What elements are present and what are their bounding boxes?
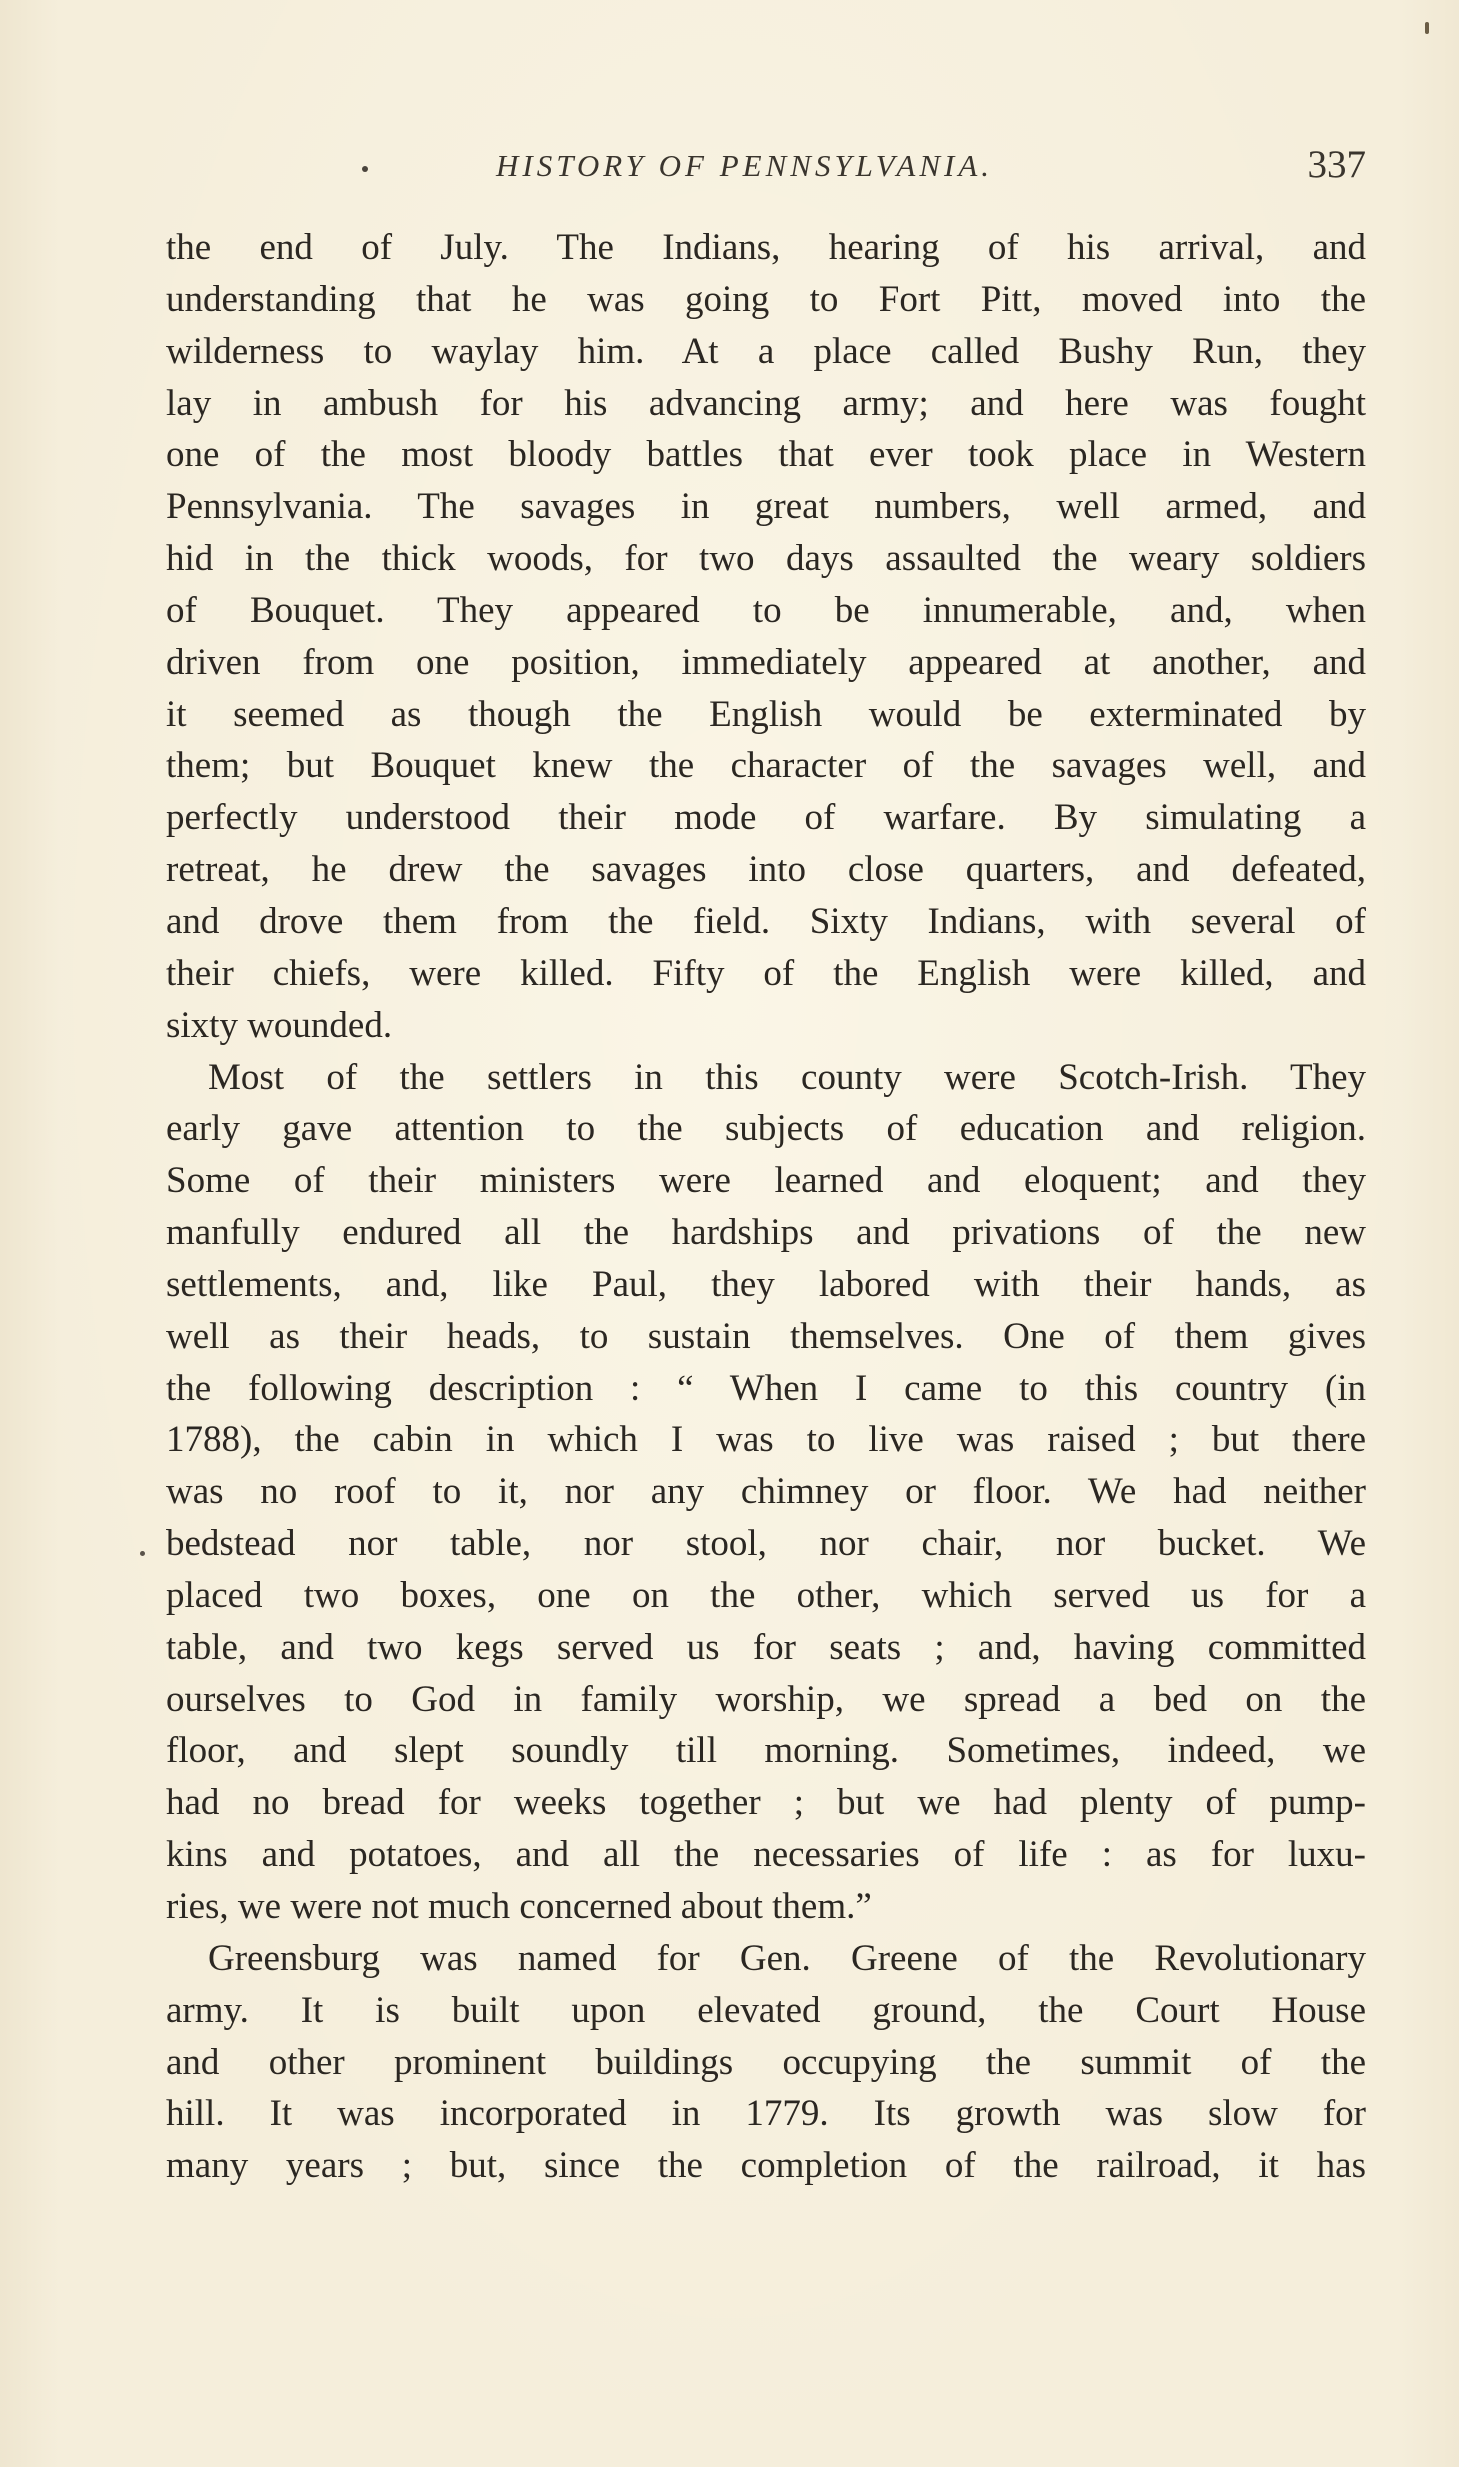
- text-line: settlements, and, like Paul, they labored with their hands, as: [166, 1263, 1366, 1305]
- text-line: the end of July. The Indians, hearing of his arrival, and: [166, 227, 1366, 268]
- text-line: placed two boxes, one on the other, which served us for a: [166, 1574, 1366, 1616]
- page-edge-mark: [1425, 22, 1429, 34]
- text-line: their chiefs, were killed. Fifty of the English were killed, and: [166, 952, 1366, 994]
- text-line: table, and two kegs served us for seats ; and, having committed: [166, 1626, 1366, 1668]
- text-line: well as their heads, to sustain themselves. One of them gives: [166, 1315, 1366, 1357]
- text-line: driven from one position, immediately appeared at another, and: [166, 641, 1366, 683]
- text-line: ries, we were not much concerned about them.”: [166, 1886, 872, 1927]
- margin-dot: [140, 1551, 145, 1556]
- text-line: many years ; but, since the completion of the railroad, it has: [166, 2145, 1366, 2187]
- running-head: HISTORY OF PENNSYLVANIA.: [496, 148, 994, 183]
- text-line: of Bouquet. They appeared to be innumerable, and, when: [166, 589, 1366, 631]
- text-line: floor, and slept soundly till morning. Sometimes, indeed, we: [166, 1730, 1366, 1772]
- text-line: the following description : “ When I came to this country (in: [166, 1367, 1366, 1409]
- page-header: [166, 143, 1366, 198]
- text-line: hid in the thick woods, for two days assaulted the weary soldiers: [166, 538, 1366, 580]
- text-line: perfectly understood their mode of warfare. By simulating a: [166, 797, 1366, 839]
- text-line: one of the most bloody battles that ever took place in Western: [166, 434, 1366, 476]
- text-line: 1788), the cabin in which I was to live was raised ; but there: [166, 1419, 1366, 1461]
- text-line: lay in ambush for his advancing army; and here was fought: [166, 382, 1366, 424]
- page-number: 337: [1307, 143, 1366, 186]
- text-line: retreat, he drew the savages into close quarters, and defeated,: [166, 849, 1366, 891]
- text-line: and other prominent buildings occupying the summit of the: [166, 2041, 1366, 2083]
- text-line: early gave attention to the subjects of education and religion.: [166, 1108, 1366, 1150]
- text-line: Most of the settlers in this county were Scotch-Irish. They: [208, 1056, 1366, 1098]
- text-line: hill. It was incorporated in 1779. Its growth was slow for: [166, 2093, 1366, 2135]
- text-line: understanding that he was going to Fort Pitt, moved into the: [166, 278, 1366, 320]
- text-line: wilderness to waylay him. At a place called Bushy Run, they: [166, 330, 1366, 372]
- body-text: [166, 222, 1366, 2192]
- text-line: manfully endured all the hardships and privations of the new: [166, 1212, 1366, 1254]
- text-line: bedstead nor table, nor stool, nor chair, nor bucket. We: [166, 1523, 1366, 1565]
- text-line: them; but Bouquet knew the character of the savages well, and: [166, 745, 1366, 787]
- text-line: army. It is built upon elevated ground, the Court House: [166, 1989, 1366, 2031]
- text-line: Pennsylvania. The savages in great numbers, well armed, and: [166, 486, 1366, 528]
- header-dot: [362, 166, 368, 172]
- text-line: Greensburg was named for Gen. Greene of the Revolutionary: [208, 1937, 1366, 1979]
- text-line: ourselves to God in family worship, we spread a bed on the: [166, 1678, 1366, 1720]
- text-line: was no roof to it, nor any chimney or floor. We had neither: [166, 1471, 1366, 1513]
- text-line: and drove them from the field. Sixty Indians, with several of: [166, 900, 1366, 942]
- text-line: Some of their ministers were learned and eloquent; and they: [166, 1160, 1366, 1202]
- text-line: kins and potatoes, and all the necessaries of life : as for luxu-: [166, 1834, 1366, 1876]
- text-line: had no bread for weeks together ; but we had plenty of pump-: [166, 1782, 1366, 1824]
- text-line: it seemed as though the English would be exterminated by: [166, 693, 1366, 735]
- text-line: sixty wounded.: [166, 1004, 393, 1046]
